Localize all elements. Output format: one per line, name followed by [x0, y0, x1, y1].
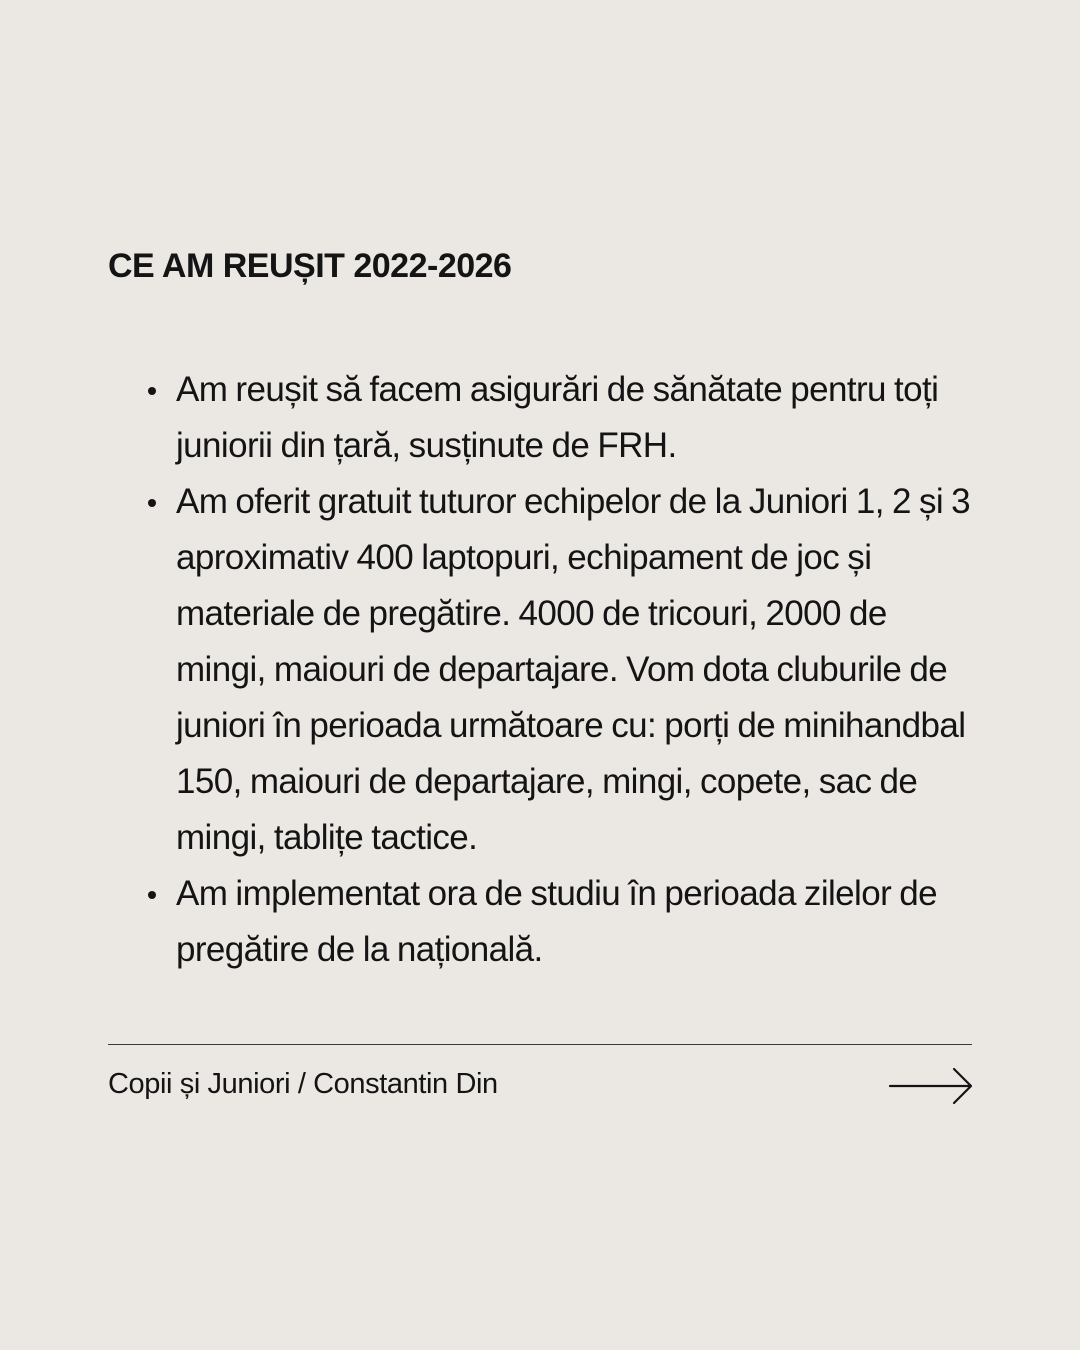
- list-item: [140, 362, 980, 474]
- list-item: [140, 474, 980, 866]
- bullet-icon: [148, 499, 156, 507]
- bullet-icon: [148, 387, 156, 395]
- divider: [108, 1044, 972, 1045]
- list-item-text: Am oferit gratuit tuturor echipelor de la Juniori 1, 2 și 3 aproximativ 400 laptopuri, echipament de joc și materiale de pregătire. 4000 de tricouri, 2000 de mingi, maiouri de departajare. Vom dota cluburile de juniori în perioada următoare cu: porți de minihandbal 150, maiouri de departajare, mingi, copete, sac de mingi, tablițe tactice.: [176, 482, 971, 857]
- section-heading: CE AM REUȘIT 2022-2026: [108, 247, 512, 285]
- footer-caption: Copii și Juniori / Constantin Din: [108, 1068, 498, 1100]
- list-item: [140, 866, 980, 978]
- bullet-icon: [148, 891, 156, 899]
- arrow-right-icon[interactable]: [888, 1066, 974, 1106]
- list-item-text: Am implementat ora de studiu în perioada zilelor de pregătire de la națională.: [176, 874, 938, 969]
- list-item-text: Am reușit să facem asigurări de sănătate pentru toți juniorii din țară, susținute de FRH.: [176, 370, 939, 465]
- achievements-list: [140, 362, 980, 978]
